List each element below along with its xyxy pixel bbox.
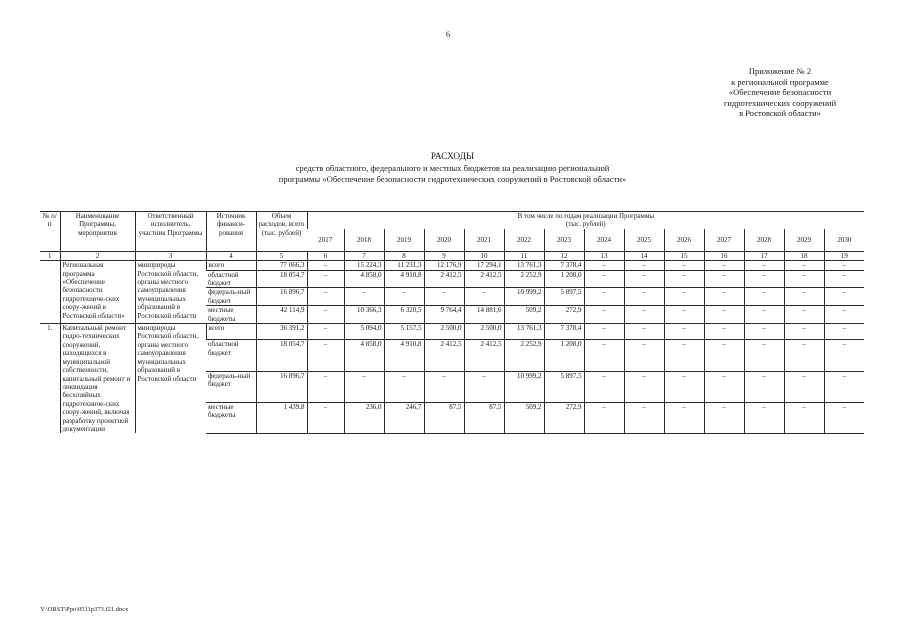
column-number: 9 xyxy=(424,251,464,260)
year-amount: – xyxy=(704,340,744,371)
funding-source: федераль-ный бюджет xyxy=(206,288,256,306)
appendix-line: к региональной программе xyxy=(731,76,829,87)
year-amount: 14 881,6 xyxy=(464,306,504,324)
year-amount: – xyxy=(704,402,744,433)
year-amount: – xyxy=(424,288,464,306)
year-amount: – xyxy=(307,340,344,371)
year-amount: – xyxy=(784,340,824,371)
year-amount: – xyxy=(464,371,504,402)
total-amount: 16 896,7 xyxy=(256,288,307,306)
title-subtitle: средств областного, федерального и местных бюджетов на реализацию региональной xyxy=(295,162,610,173)
year-amount: – xyxy=(824,288,864,306)
year-amount: – xyxy=(424,371,464,402)
year-amount: – xyxy=(584,324,624,340)
year-amount: – xyxy=(624,371,664,402)
year-amount: – xyxy=(584,402,624,433)
year-amount: – xyxy=(384,371,424,402)
table-row xyxy=(40,324,864,340)
year-amount: 7 378,4 xyxy=(544,324,584,340)
table-row xyxy=(40,261,864,270)
measure-name: Региональная программа «Обеспечение безопасности гидротехниче-ских соору-жений в Ростовской области» xyxy=(60,261,135,324)
measure-name: Капитальный ремонт гидро-технических сооружений, находящихся в муниципальной собственности, капитальный ремонт и ликвидация бесхозяйных гидротехниче-ских соору-жений, включая разработку проектной документации xyxy=(60,324,135,434)
year-amount: 236,0 xyxy=(344,402,384,433)
year-amount: – xyxy=(784,306,824,324)
year-amount: – xyxy=(307,402,344,433)
year-amount: – xyxy=(624,306,664,324)
appendix-line: Приложение № 2 xyxy=(748,66,812,76)
year-amount: – xyxy=(824,261,864,270)
total-amount: 18 054,7 xyxy=(256,340,307,371)
column-number: 8 xyxy=(384,251,424,260)
year-amount: 2 412,5 xyxy=(424,340,464,371)
header-year: 2024 xyxy=(584,229,624,252)
year-amount: 4 910,8 xyxy=(384,270,424,288)
year-amount: 4 858,0 xyxy=(344,340,384,371)
header-year: 2018 xyxy=(344,229,384,252)
year-amount: – xyxy=(704,371,744,402)
year-amount: – xyxy=(784,371,824,402)
total-amount: 77 066,3 xyxy=(256,261,307,270)
expenses-table xyxy=(40,211,864,434)
year-amount: – xyxy=(744,270,784,288)
year-amount: – xyxy=(784,270,824,288)
column-number: 7 xyxy=(344,251,384,260)
year-amount: – xyxy=(824,402,864,433)
year-amount: – xyxy=(824,306,864,324)
year-amount: – xyxy=(744,340,784,371)
year-amount: 6 320,5 xyxy=(384,306,424,324)
header-source: Источник финанси-рования xyxy=(206,212,256,252)
year-amount: – xyxy=(307,270,344,288)
column-number: 13 xyxy=(584,251,624,260)
year-amount: 5 897,5 xyxy=(544,288,584,306)
column-number: 5 xyxy=(256,251,307,260)
year-amount: 15 224,3 xyxy=(344,261,384,270)
year-amount: – xyxy=(704,261,744,270)
year-amount: 10 366,3 xyxy=(344,306,384,324)
title-heading: РАСХОДЫ xyxy=(430,152,475,162)
year-amount: – xyxy=(824,340,864,371)
row-number: 1. xyxy=(40,324,60,434)
column-number: 15 xyxy=(664,251,704,260)
year-amount: 5 157,5 xyxy=(384,324,424,340)
year-amount: – xyxy=(704,324,744,340)
year-amount: – xyxy=(584,340,624,371)
appendix-note xyxy=(690,66,870,119)
year-amount: – xyxy=(784,261,824,270)
column-number: 18 xyxy=(784,251,824,260)
year-amount: – xyxy=(307,324,344,340)
year-amount: – xyxy=(307,288,344,306)
year-amount: 17 294,1 xyxy=(464,261,504,270)
year-amount: – xyxy=(744,402,784,433)
column-number: 12 xyxy=(544,251,584,260)
appendix-line: гидротехнических сооружений xyxy=(723,97,837,108)
header-year: 2023 xyxy=(544,229,584,252)
year-amount: – xyxy=(744,288,784,306)
year-amount: 246,7 xyxy=(384,402,424,433)
year-amount: 4 858,0 xyxy=(344,270,384,288)
year-amount: 5 897,5 xyxy=(544,371,584,402)
header-volume: Объем расходов, всего (тыс. рублей) xyxy=(256,212,307,252)
column-number: 19 xyxy=(824,251,864,260)
year-amount: – xyxy=(664,306,704,324)
header-year: 2029 xyxy=(784,229,824,252)
column-number: 14 xyxy=(624,251,664,260)
year-amount: – xyxy=(344,288,384,306)
year-amount: 509,2 xyxy=(504,306,544,324)
year-amount: 10 999,2 xyxy=(504,371,544,402)
appendix-line: «Обеспечение безопасности xyxy=(728,87,832,97)
year-amount: – xyxy=(584,270,624,288)
year-amount: 2 252,9 xyxy=(504,340,544,371)
column-numbers-row xyxy=(40,251,864,260)
column-number: 17 xyxy=(744,251,784,260)
column-number: 1 xyxy=(40,251,60,260)
year-amount: – xyxy=(584,288,624,306)
header-year: 2028 xyxy=(744,229,784,252)
year-amount: – xyxy=(664,340,704,371)
column-number: 4 xyxy=(206,251,256,260)
header-year: 2027 xyxy=(704,229,744,252)
header-by-years xyxy=(307,212,864,229)
year-amount: 5 094,0 xyxy=(344,324,384,340)
year-amount: – xyxy=(584,261,624,270)
funding-source: федераль-ный бюджет xyxy=(206,371,256,402)
year-amount: – xyxy=(664,324,704,340)
year-amount: – xyxy=(664,270,704,288)
header-year: 2026 xyxy=(664,229,704,252)
appendix-line: в Ростовской области» xyxy=(739,108,821,118)
year-amount: – xyxy=(624,261,664,270)
year-amount: 2 412,5 xyxy=(464,340,504,371)
year-amount: – xyxy=(744,324,784,340)
header-name: Наименование Программы, мероприятия xyxy=(60,212,135,252)
header-year: 2030 xyxy=(824,229,864,252)
column-number: 3 xyxy=(135,251,206,260)
year-amount: – xyxy=(744,261,784,270)
year-amount: 2 500,0 xyxy=(424,324,464,340)
header-responsible: Ответственный исполнитель, участник Программы xyxy=(135,212,206,252)
year-amount: 13 761,3 xyxy=(504,261,544,270)
header-year: 2019 xyxy=(384,229,424,252)
year-amount: 509,2 xyxy=(504,402,544,433)
year-amount: – xyxy=(584,306,624,324)
year-amount: 11 231,3 xyxy=(384,261,424,270)
header-year: 2017 xyxy=(318,235,333,244)
row-number xyxy=(40,261,60,324)
year-amount: 272,9 xyxy=(544,402,584,433)
year-amount: – xyxy=(307,371,344,402)
total-amount: 42 114,9 xyxy=(256,306,307,324)
funding-source: местные бюджеты xyxy=(206,306,256,324)
year-amount: – xyxy=(744,371,784,402)
year-amount: – xyxy=(624,270,664,288)
title-subtitle: программы «Обеспечение безопасности гидротехнических сооружений в Ростовской области» xyxy=(278,173,627,184)
year-amount: – xyxy=(464,288,504,306)
year-amount: 87,5 xyxy=(424,402,464,433)
page-number: 6 xyxy=(446,30,450,39)
year-amount: 2 500,0 xyxy=(464,324,504,340)
column-number: 16 xyxy=(704,251,744,260)
responsible-executor: минприроды Ростовской области, органы местного самоуправления муниципальных образований в Ростовской области xyxy=(135,324,206,434)
total-amount: 1 439,8 xyxy=(256,402,307,433)
year-amount: – xyxy=(784,324,824,340)
year-amount: – xyxy=(704,270,744,288)
header-num: № п/п xyxy=(40,212,60,252)
column-number: 6 xyxy=(307,251,344,260)
year-amount: 2 412,5 xyxy=(464,270,504,288)
year-amount: 1 208,0 xyxy=(544,340,584,371)
column-number: 11 xyxy=(504,251,544,260)
funding-source: всего xyxy=(206,324,256,340)
year-amount: – xyxy=(704,288,744,306)
year-amount: – xyxy=(384,288,424,306)
year-amount: – xyxy=(664,402,704,433)
year-amount: – xyxy=(744,306,784,324)
year-amount: – xyxy=(624,340,664,371)
header-year: 2020 xyxy=(424,229,464,252)
year-amount: – xyxy=(624,402,664,433)
year-amount: – xyxy=(624,324,664,340)
year-amount: – xyxy=(784,288,824,306)
year-amount: – xyxy=(344,371,384,402)
file-path: Y:\ORST\Ppo\0511p373.f21.docx xyxy=(40,606,129,613)
year-amount: 2 252,9 xyxy=(504,270,544,288)
year-amount: – xyxy=(584,371,624,402)
total-amount: 36 391,2 xyxy=(256,324,307,340)
funding-source: местные бюджеты xyxy=(206,402,256,433)
year-amount: 272,9 xyxy=(544,306,584,324)
year-amount: – xyxy=(784,402,824,433)
year-amount: 1 208,0 xyxy=(544,270,584,288)
year-amount: – xyxy=(824,324,864,340)
year-amount: 10 999,2 xyxy=(504,288,544,306)
funding-source: областной бюджет xyxy=(206,270,256,288)
year-amount: – xyxy=(824,270,864,288)
funding-source: всего xyxy=(206,261,256,270)
column-number: 10 xyxy=(464,251,504,260)
year-amount: – xyxy=(307,306,344,324)
year-amount: – xyxy=(704,306,744,324)
total-amount: 18 054,7 xyxy=(256,270,307,288)
year-amount: 87,5 xyxy=(464,402,504,433)
header-year: 2022 xyxy=(504,229,544,252)
header-by-years-unit: (тыс. рублей) xyxy=(566,220,606,229)
header-by-years-label: В том числе по годам реализации Программы xyxy=(517,212,655,220)
year-amount: – xyxy=(624,288,664,306)
year-amount: 13 761,3 xyxy=(504,324,544,340)
year-amount: – xyxy=(664,288,704,306)
year-amount: 2 412,5 xyxy=(424,270,464,288)
year-amount: 7 378,4 xyxy=(544,261,584,270)
year-amount: 12 176,9 xyxy=(424,261,464,270)
document-title xyxy=(150,152,755,184)
column-number: 2 xyxy=(60,251,135,260)
total-amount: 16 896,7 xyxy=(256,371,307,402)
year-amount: – xyxy=(664,261,704,270)
responsible-executor: минприроды Ростовской области, органы местного самоуправления муниципальных образований в Ростовской области xyxy=(135,261,206,324)
year-amount: – xyxy=(664,371,704,402)
year-amount: 4 910,8 xyxy=(384,340,424,371)
year-amount: 9 764,4 xyxy=(424,306,464,324)
header-year: 2021 xyxy=(464,229,504,252)
year-amount: – xyxy=(824,371,864,402)
header-year: 2025 xyxy=(624,229,664,252)
year-amount: – xyxy=(307,261,344,270)
funding-source: областной бюджет xyxy=(206,340,256,371)
